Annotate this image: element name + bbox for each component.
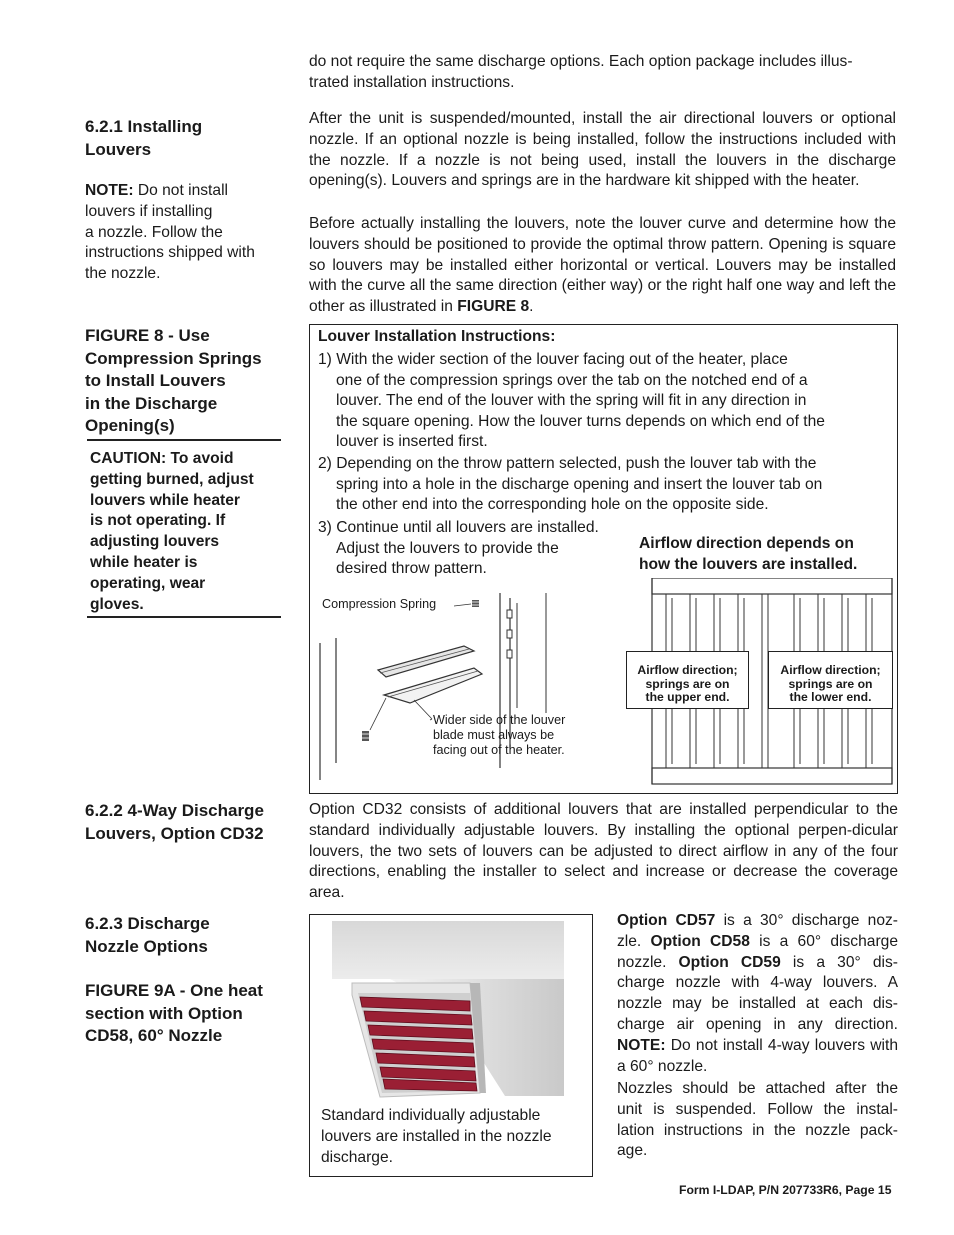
louver-spring-drawing	[314, 588, 604, 788]
caution-bottom-rule	[87, 616, 281, 618]
page-footer: Form I-LDAP, P/N 207733R6, Page 15	[679, 1183, 892, 1197]
spring-icon-bottom	[362, 731, 369, 741]
airflow-caption: Airflow direction depends on how the louvers are installed.	[639, 535, 858, 573]
step-3: 3) Continue until all louvers are installed. Adjust the louvers to provide the desired throw pattern.	[318, 519, 599, 577]
wider-side-label: Wider side of the louver blade must always be facing out of the heater.	[433, 713, 566, 757]
caution-top-rule	[87, 439, 281, 441]
airflow-right-label: Airflow direction; springs are on the lower end.	[768, 651, 893, 709]
figure-9a-caption: FIGURE 9A - One heat section with Option CD58, 60° Nozzle	[85, 981, 263, 1045]
para-nozzle-attach: Nozzles should be attached after the unit is suspended. Follow the instal-lation instructions in the nozzle pack-age.	[617, 1080, 898, 1160]
para-louver-curve: Before actually installing the louvers, note the louver curve and determine how the louvers should be positioned to provide the optimal throw pattern. Opening is square so louvers may be installed either horizontal or vertical. Louvers may be installed with the curve all the same direction (either way) or the right half one way and left the other as illustrated in FIGURE 8.	[309, 215, 896, 316]
heading-6-2-1: 6.2.1 Installing Louvers	[85, 117, 203, 159]
figure-8-caption: FIGURE 8 - Use Compression Springs to Install Louvers in the Discharge Opening(s)	[85, 326, 262, 435]
para-nozzle-options: Option CD57 is a 30° discharge noz-zle. Option CD58 is a 60° discharge nozzle. Option CD59 is a 30° dis-charge nozzle with 4-way louvers. A nozzle may be installed at each dis-charge air opening in any direction. NOTE: Do not install 4-way louvers with a 60° nozzle.	[617, 912, 898, 1075]
intro-text: do not require the same discharge options. Each option package includes illus- trated installation instructions.	[309, 53, 853, 91]
note-nozzle: NOTE: Do not install louvers if installing a nozzle. Follow the instructions shipped with the nozzle.	[85, 182, 255, 283]
spring-icon-top	[472, 600, 479, 607]
photo-caption: Standard individually adjustable louvers are installed in the nozzle discharge.	[321, 1107, 552, 1166]
para-option-cd32: Option CD32 consists of additional louvers that are installed perpendicular to the standard individually adjustable louvers. By installing the optional perpen-dicular louvers, the two sets of louvers can be adjusted to direct airflow in any of the four directions, enabling the installer to select and increase or decrease the coverage area.	[309, 801, 898, 902]
compression-spring-label: Compression Spring	[322, 597, 437, 611]
airflow-left-label: Airflow direction; springs are on the upper end.	[626, 651, 749, 709]
heading-6-2-3: 6.2.3 Discharge Nozzle Options	[85, 914, 210, 956]
heading-6-2-2: 6.2.2 4-Way Discharge Louvers, Option CD32	[85, 801, 264, 843]
step-2: 2) Depending on the throw pattern selected, push the louver tab with the spring into a hole in the discharge opening and insert the louver tab on the other end into the corresponding hole on the opposite side.	[318, 455, 823, 513]
heater-nozzle-photo	[330, 921, 570, 1106]
step-1: 1) With the wider section of the louver facing out of the heater, place one of the compression springs over the tab on the notched end of a louver. The end of the louver with the spring will fit in any direction in the square opening. How the louver turns depends on which end of the louver is inserted first.	[318, 351, 825, 450]
caution-text: CAUTION: To avoid getting burned, adjust louvers while heater is not operating. If adjusting louvers while heater is operating, wear gloves.	[90, 450, 254, 613]
para-installing-louvers: After the unit is suspended/mounted, install the air directional louvers or optional nozzle. If an optional nozzle is being installed, follow the instructions included with the nozzle. If a nozzle is not being used, install the louvers in the discharge opening(s). Louvers and springs are in the hardware kit shipped with the heater.	[309, 110, 896, 190]
instructions-title: Louver Installation Instructions:	[318, 328, 556, 345]
